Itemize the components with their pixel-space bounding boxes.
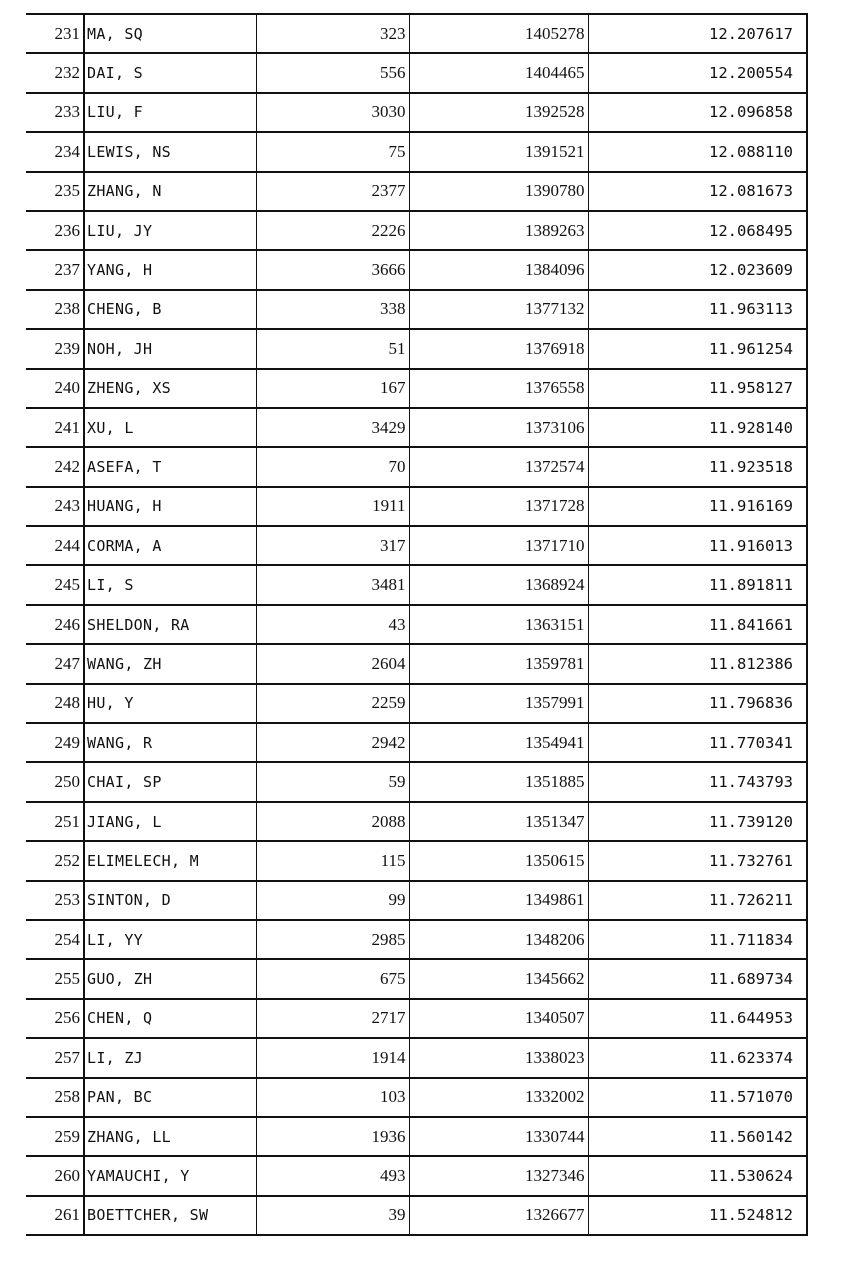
table-row bbox=[26, 250, 807, 289]
citations-cell: 1377132 bbox=[409, 290, 588, 329]
papers-cell: 75 bbox=[256, 132, 409, 171]
papers-cell: 59 bbox=[256, 762, 409, 801]
name-cell: CORMA, A bbox=[84, 526, 256, 565]
table-row bbox=[26, 172, 807, 211]
papers-cell: 70 bbox=[256, 447, 409, 486]
score-cell: 11.796836 bbox=[588, 684, 807, 723]
table-row bbox=[26, 1078, 807, 1117]
papers-cell: 338 bbox=[256, 290, 409, 329]
score-cell: 11.958127 bbox=[588, 369, 807, 408]
table-row bbox=[26, 526, 807, 565]
citations-cell: 1330744 bbox=[409, 1117, 588, 1156]
name-cell: DAI, S bbox=[84, 53, 256, 92]
citations-cell: 1327346 bbox=[409, 1156, 588, 1195]
score-cell: 11.916013 bbox=[588, 526, 807, 565]
name-cell: HU, Y bbox=[84, 684, 256, 723]
name-cell: SHELDON, RA bbox=[84, 605, 256, 644]
name-cell: GUO, ZH bbox=[84, 959, 256, 998]
citations-cell: 1390780 bbox=[409, 172, 588, 211]
table-row bbox=[26, 211, 807, 250]
citations-cell: 1405278 bbox=[409, 14, 588, 53]
rank-cell: 231 bbox=[26, 14, 84, 53]
name-cell: SINTON, D bbox=[84, 881, 256, 920]
citations-cell: 1338023 bbox=[409, 1038, 588, 1077]
name-cell: ZHENG, XS bbox=[84, 369, 256, 408]
score-cell: 11.961254 bbox=[588, 329, 807, 368]
rank-cell: 259 bbox=[26, 1117, 84, 1156]
citations-cell: 1404465 bbox=[409, 53, 588, 92]
papers-cell: 317 bbox=[256, 526, 409, 565]
papers-cell: 115 bbox=[256, 841, 409, 880]
papers-cell: 51 bbox=[256, 329, 409, 368]
score-cell: 11.524812 bbox=[588, 1196, 807, 1235]
citations-cell: 1351885 bbox=[409, 762, 588, 801]
score-cell: 11.963113 bbox=[588, 290, 807, 329]
rank-cell: 260 bbox=[26, 1156, 84, 1195]
rank-cell: 248 bbox=[26, 684, 84, 723]
table-row bbox=[26, 565, 807, 604]
name-cell: CHAI, SP bbox=[84, 762, 256, 801]
table-row bbox=[26, 132, 807, 171]
papers-cell: 39 bbox=[256, 1196, 409, 1235]
papers-cell: 675 bbox=[256, 959, 409, 998]
papers-cell: 99 bbox=[256, 881, 409, 920]
name-cell: LEWIS, NS bbox=[84, 132, 256, 171]
name-cell: NOH, JH bbox=[84, 329, 256, 368]
citations-cell: 1389263 bbox=[409, 211, 588, 250]
score-cell: 11.560142 bbox=[588, 1117, 807, 1156]
score-cell: 11.530624 bbox=[588, 1156, 807, 1195]
papers-cell: 167 bbox=[256, 369, 409, 408]
score-cell: 11.571070 bbox=[588, 1078, 807, 1117]
table-row bbox=[26, 447, 807, 486]
papers-cell: 1911 bbox=[256, 487, 409, 526]
citations-cell: 1368924 bbox=[409, 565, 588, 604]
table-row bbox=[26, 999, 807, 1038]
rank-cell: 245 bbox=[26, 565, 84, 604]
name-cell: BOETTCHER, SW bbox=[84, 1196, 256, 1235]
rank-cell: 234 bbox=[26, 132, 84, 171]
papers-cell: 323 bbox=[256, 14, 409, 53]
table-row bbox=[26, 369, 807, 408]
name-cell: MA, SQ bbox=[84, 14, 256, 53]
papers-cell: 3429 bbox=[256, 408, 409, 447]
table-row bbox=[26, 1156, 807, 1195]
citations-cell: 1392528 bbox=[409, 93, 588, 132]
name-cell: YAMAUCHI, Y bbox=[84, 1156, 256, 1195]
score-cell: 12.200554 bbox=[588, 53, 807, 92]
name-cell: ZHANG, N bbox=[84, 172, 256, 211]
rank-cell: 242 bbox=[26, 447, 84, 486]
citations-cell: 1351347 bbox=[409, 802, 588, 841]
name-cell: CHEN, Q bbox=[84, 999, 256, 1038]
table-row bbox=[26, 487, 807, 526]
citations-cell: 1372574 bbox=[409, 447, 588, 486]
rank-cell: 246 bbox=[26, 605, 84, 644]
citations-cell: 1359781 bbox=[409, 644, 588, 683]
rank-cell: 251 bbox=[26, 802, 84, 841]
citations-cell: 1340507 bbox=[409, 999, 588, 1038]
papers-cell: 3666 bbox=[256, 250, 409, 289]
citations-cell: 1376918 bbox=[409, 329, 588, 368]
rank-cell: 236 bbox=[26, 211, 84, 250]
citations-cell: 1371710 bbox=[409, 526, 588, 565]
score-cell: 11.623374 bbox=[588, 1038, 807, 1077]
citations-cell: 1384096 bbox=[409, 250, 588, 289]
rank-cell: 256 bbox=[26, 999, 84, 1038]
table-row bbox=[26, 723, 807, 762]
name-cell: ASEFA, T bbox=[84, 447, 256, 486]
score-cell: 12.207617 bbox=[588, 14, 807, 53]
score-cell: 11.923518 bbox=[588, 447, 807, 486]
table-row bbox=[26, 802, 807, 841]
table-row bbox=[26, 684, 807, 723]
papers-cell: 43 bbox=[256, 605, 409, 644]
score-cell: 12.096858 bbox=[588, 93, 807, 132]
score-cell: 11.644953 bbox=[588, 999, 807, 1038]
rank-cell: 243 bbox=[26, 487, 84, 526]
citations-cell: 1354941 bbox=[409, 723, 588, 762]
rank-cell: 244 bbox=[26, 526, 84, 565]
rank-cell: 254 bbox=[26, 920, 84, 959]
table-row bbox=[26, 605, 807, 644]
name-cell: XU, L bbox=[84, 408, 256, 447]
table-row bbox=[26, 329, 807, 368]
citations-cell: 1363151 bbox=[409, 605, 588, 644]
table-row bbox=[26, 959, 807, 998]
citations-cell: 1349861 bbox=[409, 881, 588, 920]
table-row bbox=[26, 408, 807, 447]
rank-cell: 247 bbox=[26, 644, 84, 683]
papers-cell: 2604 bbox=[256, 644, 409, 683]
papers-cell: 2377 bbox=[256, 172, 409, 211]
papers-cell: 3030 bbox=[256, 93, 409, 132]
papers-cell: 103 bbox=[256, 1078, 409, 1117]
table-row bbox=[26, 881, 807, 920]
rank-cell: 237 bbox=[26, 250, 84, 289]
score-cell: 11.928140 bbox=[588, 408, 807, 447]
name-cell: JIANG, L bbox=[84, 802, 256, 841]
score-cell: 11.770341 bbox=[588, 723, 807, 762]
citations-cell: 1357991 bbox=[409, 684, 588, 723]
citations-cell: 1373106 bbox=[409, 408, 588, 447]
score-cell: 12.068495 bbox=[588, 211, 807, 250]
rank-cell: 241 bbox=[26, 408, 84, 447]
table-row bbox=[26, 1117, 807, 1156]
rank-cell: 238 bbox=[26, 290, 84, 329]
table-row bbox=[26, 53, 807, 92]
score-cell: 12.081673 bbox=[588, 172, 807, 211]
papers-cell: 1914 bbox=[256, 1038, 409, 1077]
ranking-table-body bbox=[26, 14, 807, 1235]
rank-cell: 249 bbox=[26, 723, 84, 762]
name-cell: LI, S bbox=[84, 565, 256, 604]
score-cell: 11.841661 bbox=[588, 605, 807, 644]
papers-cell: 2259 bbox=[256, 684, 409, 723]
name-cell: ELIMELECH, M bbox=[84, 841, 256, 880]
name-cell: LIU, JY bbox=[84, 211, 256, 250]
table-row bbox=[26, 762, 807, 801]
rank-cell: 261 bbox=[26, 1196, 84, 1235]
citations-cell: 1345662 bbox=[409, 959, 588, 998]
papers-cell: 556 bbox=[256, 53, 409, 92]
papers-cell: 493 bbox=[256, 1156, 409, 1195]
rank-cell: 235 bbox=[26, 172, 84, 211]
papers-cell: 2226 bbox=[256, 211, 409, 250]
score-cell: 12.023609 bbox=[588, 250, 807, 289]
table-row bbox=[26, 841, 807, 880]
rank-cell: 240 bbox=[26, 369, 84, 408]
name-cell: PAN, BC bbox=[84, 1078, 256, 1117]
citations-cell: 1332002 bbox=[409, 1078, 588, 1117]
score-cell: 11.916169 bbox=[588, 487, 807, 526]
rank-cell: 253 bbox=[26, 881, 84, 920]
name-cell: LI, YY bbox=[84, 920, 256, 959]
rank-cell: 252 bbox=[26, 841, 84, 880]
name-cell: LIU, F bbox=[84, 93, 256, 132]
name-cell: CHENG, B bbox=[84, 290, 256, 329]
name-cell: WANG, ZH bbox=[84, 644, 256, 683]
score-cell: 11.739120 bbox=[588, 802, 807, 841]
table-row bbox=[26, 14, 807, 53]
rank-cell: 232 bbox=[26, 53, 84, 92]
rank-cell: 257 bbox=[26, 1038, 84, 1077]
name-cell: HUANG, H bbox=[84, 487, 256, 526]
name-cell: LI, ZJ bbox=[84, 1038, 256, 1077]
papers-cell: 2942 bbox=[256, 723, 409, 762]
table-row bbox=[26, 290, 807, 329]
citations-cell: 1376558 bbox=[409, 369, 588, 408]
score-cell: 11.891811 bbox=[588, 565, 807, 604]
papers-cell: 2088 bbox=[256, 802, 409, 841]
name-cell: YANG, H bbox=[84, 250, 256, 289]
rank-cell: 250 bbox=[26, 762, 84, 801]
papers-cell: 2985 bbox=[256, 920, 409, 959]
score-cell: 11.689734 bbox=[588, 959, 807, 998]
citations-cell: 1326677 bbox=[409, 1196, 588, 1235]
rank-cell: 233 bbox=[26, 93, 84, 132]
papers-cell: 2717 bbox=[256, 999, 409, 1038]
score-cell: 11.812386 bbox=[588, 644, 807, 683]
citations-cell: 1391521 bbox=[409, 132, 588, 171]
citations-cell: 1350615 bbox=[409, 841, 588, 880]
papers-cell: 1936 bbox=[256, 1117, 409, 1156]
rank-cell: 258 bbox=[26, 1078, 84, 1117]
score-cell: 11.743793 bbox=[588, 762, 807, 801]
table-row bbox=[26, 1196, 807, 1235]
table-row bbox=[26, 644, 807, 683]
table-row bbox=[26, 920, 807, 959]
score-cell: 11.711834 bbox=[588, 920, 807, 959]
citations-cell: 1348206 bbox=[409, 920, 588, 959]
citations-cell: 1371728 bbox=[409, 487, 588, 526]
papers-cell: 3481 bbox=[256, 565, 409, 604]
score-cell: 12.088110 bbox=[588, 132, 807, 171]
table-row bbox=[26, 1038, 807, 1077]
rank-cell: 239 bbox=[26, 329, 84, 368]
score-cell: 11.732761 bbox=[588, 841, 807, 880]
table-row bbox=[26, 93, 807, 132]
score-cell: 11.726211 bbox=[588, 881, 807, 920]
rank-cell: 255 bbox=[26, 959, 84, 998]
ranking-table bbox=[26, 13, 808, 1236]
name-cell: ZHANG, LL bbox=[84, 1117, 256, 1156]
name-cell: WANG, R bbox=[84, 723, 256, 762]
